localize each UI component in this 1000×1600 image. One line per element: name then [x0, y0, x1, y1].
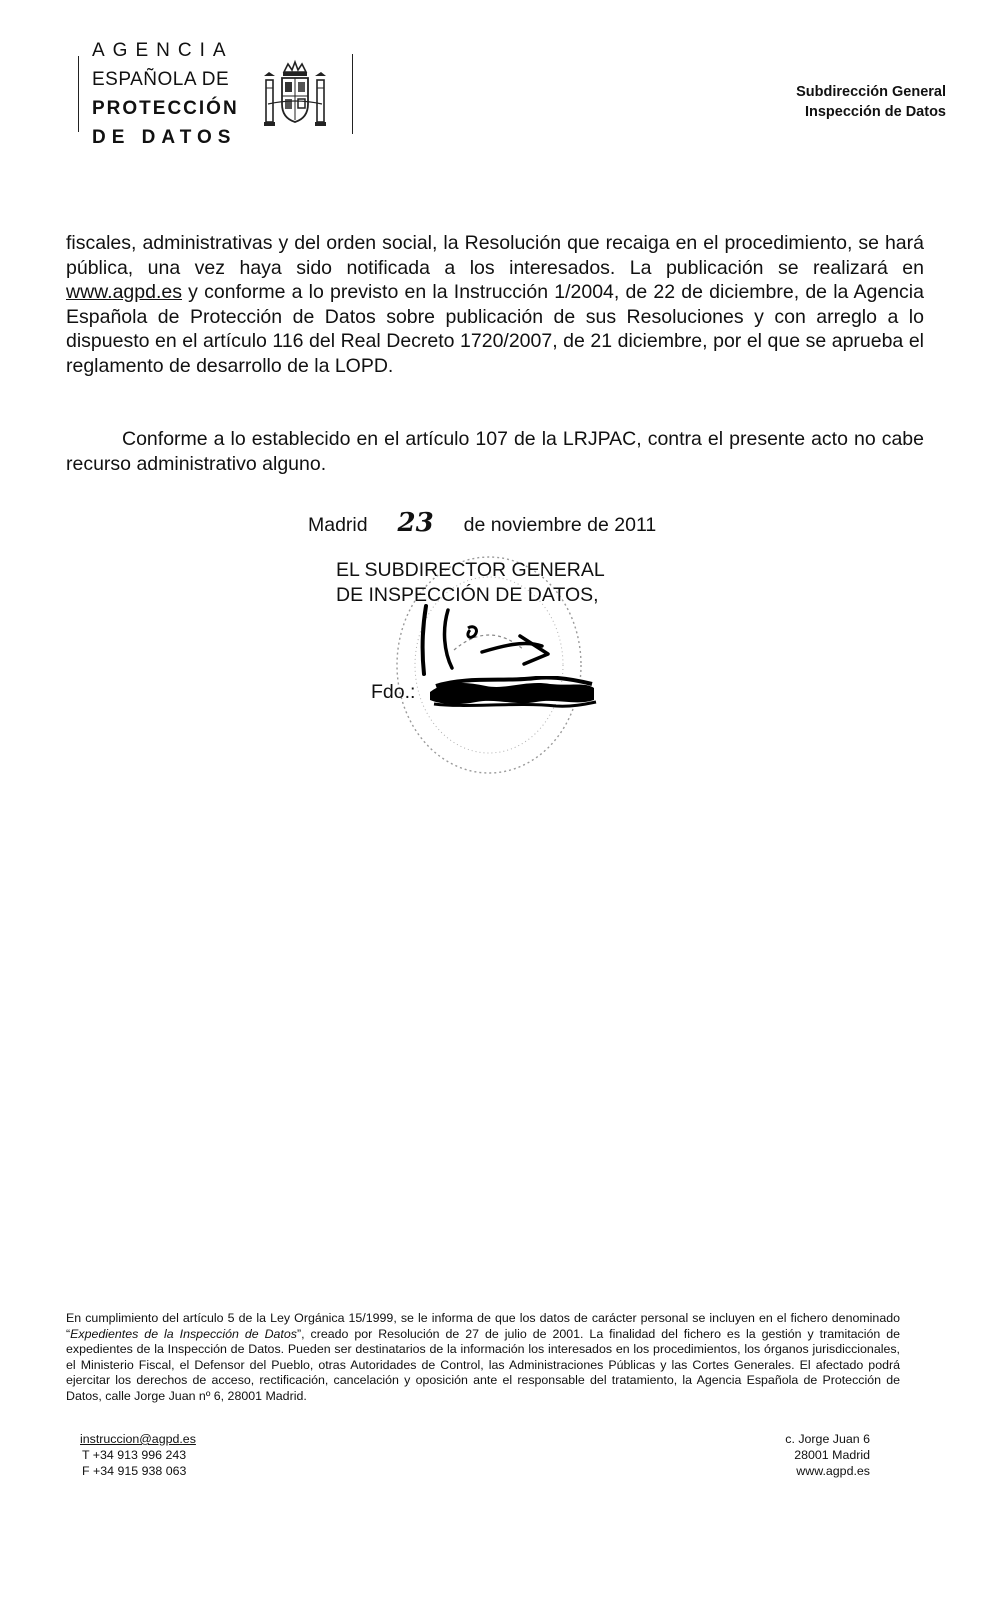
date-rest: de noviembre de 2011 — [463, 514, 657, 536]
signed-by-label: Fdo.: — [371, 681, 416, 703]
signatory-title-line-2: DE INSPECCIÓN DE DATOS, — [336, 584, 599, 606]
address-city: 28001 Madrid — [794, 1447, 870, 1462]
body-paragraph-1 — [66, 231, 924, 379]
agency-name — [92, 36, 239, 152]
contact-details-right — [785, 1432, 870, 1479]
paragraph-1-text-start: fiscales, administrativas y del orden social, la Resolución que recaiga en el procedimiento, se hará pública, una vez haya sido notificada a los interesados. La publicación se realizará en — [66, 232, 924, 279]
address-street: c. Jorge Juan 6 — [785, 1432, 870, 1446]
agency-name-line-3: PROTECCIÓN — [92, 98, 239, 119]
agpd-website-link[interactable]: www.agpd.es — [66, 281, 182, 304]
agency-name-line-2: ESPAÑOLA DE — [92, 69, 230, 90]
signatory-title-line-1: EL SUBDIRECTOR GENERAL — [336, 559, 605, 581]
date-city: Madrid — [308, 514, 368, 536]
redacted-name-scribble — [426, 676, 598, 708]
privacy-notice — [66, 1311, 900, 1405]
contact-fax: F +34 915 938 063 — [82, 1463, 187, 1478]
privacy-notice-text-start: En cumplimiento del artículo 5 de la Ley Orgánica 15/1999, se le informa de que los datos de carácter personal se incluyen en el fichero denominado “ — [66, 1311, 900, 1341]
header-rule-left — [78, 56, 79, 132]
agency-name-line-1: AGENCIA — [92, 40, 234, 61]
contact-email-link[interactable]: instruccion@agpd.es — [80, 1432, 196, 1446]
privacy-notice-text-end: ”, creado por Resolución de 27 de julio de 2001. La finalidad del fichero es la gestión y tramitación de expedientes de la Inspección de Datos. Pueden ser destinatarios de la información los interesados en los procedimientos, los órganos jurisdiccionales, el Ministerio Fiscal, el Defensor del Pueblo, otras Autoridades de Control, las Administraciones Públicas y las Cortes Generales. El afectado podrá ejercitar los derechos de acceso, rectificación, cancelación y oposición ante el responsable del tratamiento, la Agencia Española de Protección de Datos, calle Jorge Juan nº 6, 28001 Madrid. — [66, 1326, 900, 1403]
footer-website[interactable]: www.agpd.es — [796, 1463, 870, 1478]
spain-coat-of-arms-icon — [262, 58, 328, 134]
body-paragraph-2: Conforme a lo establecido en el artículo 107 de la LRJPAC, contra el presente acto no cabe recurso administrativo alguno. — [66, 428, 924, 475]
contact-phone: T +34 913 996 243 — [82, 1447, 187, 1462]
header-rule-right — [352, 54, 353, 134]
agency-name-line-4: DE DATOS — [92, 127, 237, 148]
paragraph-1-text-end: y conforme a lo previsto en la Instrucción 1/2004, de 22 de diciembre, de la Agencia Española de Protección de Datos sobre publicación de sus Resoluciones y con arreglo a lo dispuesto en el artículo 116 del Real Decreto 1720/2007, de 21 diciembre, por el que se aprueba el reglamento de desarrollo de la LOPD. — [66, 281, 924, 377]
date-line — [308, 508, 656, 538]
department-heading — [796, 82, 946, 122]
department-line-2: Inspección de Datos — [804, 104, 946, 120]
handwritten-signature — [412, 600, 572, 680]
privacy-file-name: Expedientes de la Inspección de Datos — [70, 1326, 297, 1341]
department-line-1: Subdirección General — [796, 84, 946, 100]
contact-details-left — [80, 1432, 196, 1479]
handwritten-day: 23 — [397, 508, 434, 538]
